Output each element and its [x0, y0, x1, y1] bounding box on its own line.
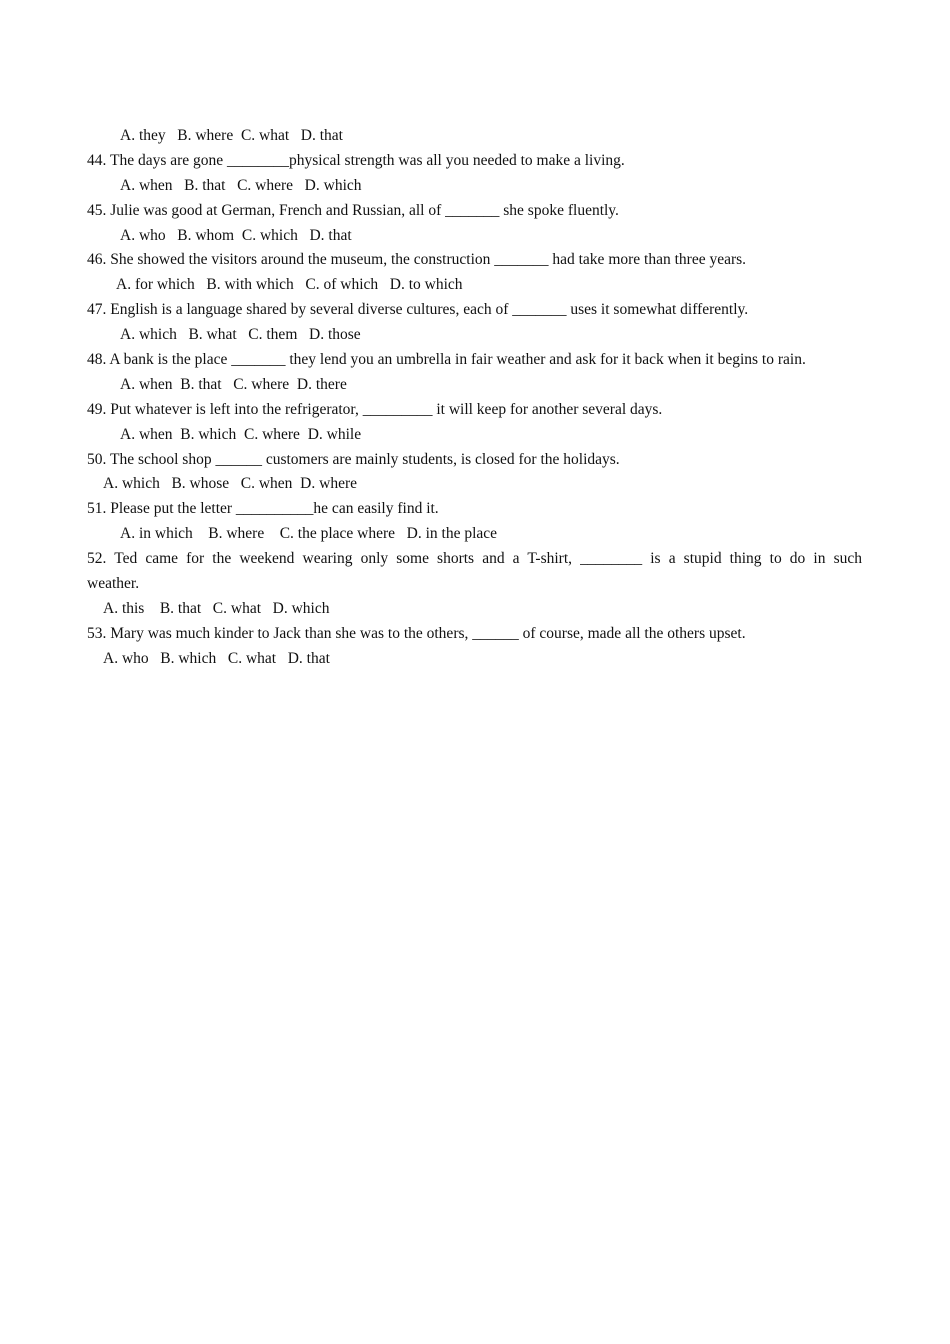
question-46: 46. She showed the visitors around the museum, the construction _______ had take more than three years.	[87, 251, 747, 269]
options-49: A. when B. which C. where D. while	[120, 425, 362, 443]
options-50: A. which B. whose C. when D. where	[103, 475, 357, 493]
options-44: A. when B. that C. where D. which	[120, 176, 362, 194]
options-52: A. this B. that C. what D. which	[103, 599, 330, 617]
question-48: 48. A bank is the place _______ they lend you an umbrella in fair weather and ask for it back when it begins to rain.	[87, 351, 806, 369]
question-49: 49. Put whatever is left into the refrigerator, _________ it will keep for another several days.	[87, 400, 663, 418]
question-51: 51. Please put the letter __________he can easily find it.	[87, 500, 439, 518]
options-43: A. they B. where C. what D. that	[120, 127, 343, 144]
question-44: 44. The days are gone ________physical strength was all you needed to make a living.	[87, 151, 625, 169]
options-53: A. who B. which C. what D. that	[103, 649, 330, 667]
options-47: A. which B. what C. them D. those	[120, 326, 361, 344]
options-46: A. for which B. with which C. of which D. to which	[116, 276, 463, 294]
options-48: A. when B. that C. where D. there	[120, 375, 347, 393]
exercise-list	[87, 124, 862, 672]
question-50: 50. The school shop ______ customers are mainly students, is closed for the holidays.	[87, 450, 620, 468]
question-52: 52. Ted came for the weekend wearing only some shorts and a T-shirt, ________ is a stupid thing to do in such	[87, 550, 862, 568]
question-53: 53. Mary was much kinder to Jack than she was to the others, ______ of course, made all the others upset.	[87, 624, 746, 642]
question-45: 45. Julie was good at German, French and Russian, all of _______ she spoke fluently.	[87, 201, 619, 219]
question-52-continued: weather.	[87, 575, 140, 593]
options-51: A. in which B. where C. the place where D. in the place	[120, 525, 498, 543]
options-45: A. who B. whom C. which D. that	[120, 226, 352, 244]
question-47: 47. English is a language shared by several diverse cultures, each of _______ uses it somewhat differently.	[87, 301, 749, 319]
